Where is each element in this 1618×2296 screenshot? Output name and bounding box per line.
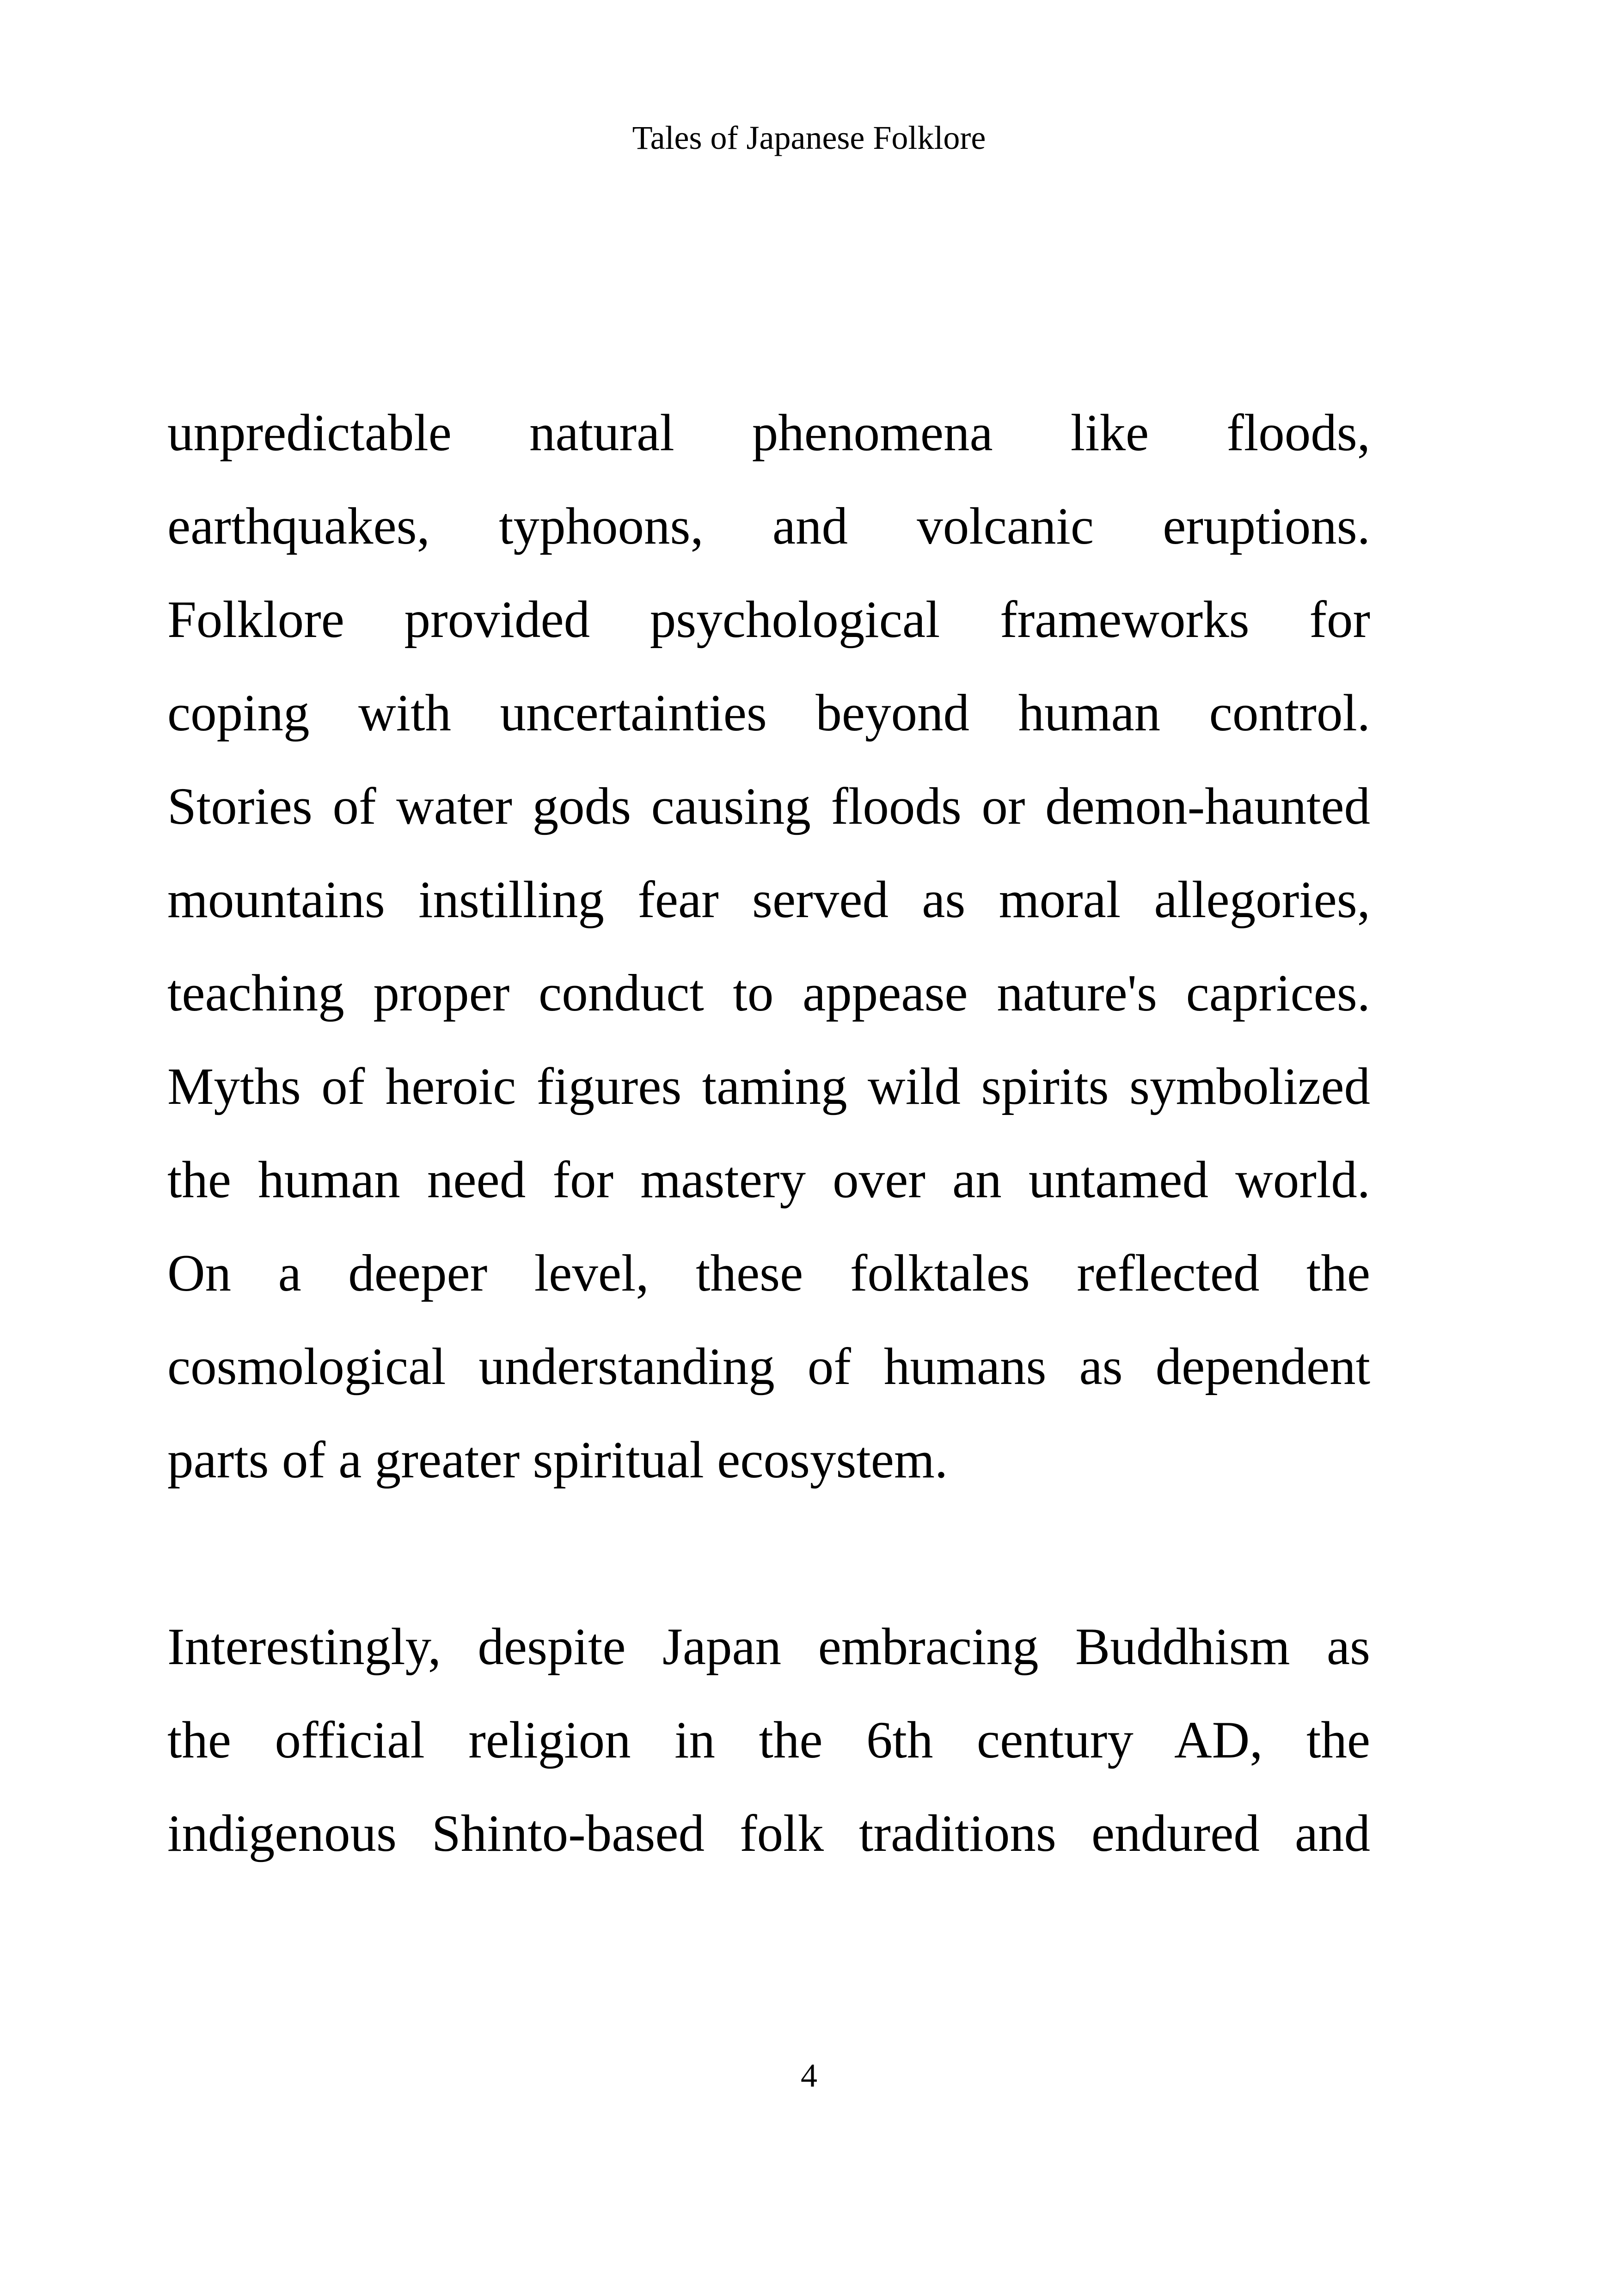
paragraph-line: mountains instilling fear served as moral allegories, <box>167 871 1370 929</box>
paragraph-line: Myths of heroic figures taming wild spirits symbolized <box>167 1058 1370 1115</box>
paragraph-1 <box>167 386 1370 1507</box>
paragraph-line: On a deeper level, these folktales reflected the <box>167 1244 1370 1302</box>
paragraph-line: parts of a greater spiritual ecosystem. <box>167 1431 948 1489</box>
paragraph-line: the official religion in the 6th century AD, the <box>167 1711 1370 1769</box>
paragraph-line: Folklore provided psychological frameworks for <box>167 591 1370 649</box>
paragraph-line: earthquakes, typhoons, and volcanic eruptions. <box>167 497 1370 555</box>
paragraph-line: cosmological understanding of humans as dependent <box>167 1338 1370 1396</box>
paragraph-2 <box>167 1600 1370 1880</box>
paragraph-line: Stories of water gods causing floods or demon-haunted <box>167 778 1370 835</box>
paragraph-line: unpredictable natural phenomena like floods, <box>167 404 1370 462</box>
paragraph-line: the human need for mastery over an untamed world. <box>167 1151 1370 1209</box>
paragraph-line: coping with uncertainties beyond human control. <box>167 684 1370 742</box>
paragraph-line: teaching proper conduct to appease nature's caprices. <box>167 964 1370 1022</box>
paragraph-line: indigenous Shinto-based folk traditions endured and <box>167 1805 1370 1862</box>
paragraph-line: Interestingly, despite Japan embracing Buddhism as <box>167 1618 1370 1676</box>
running-header-title: Tales of Japanese Folklore <box>632 119 986 156</box>
page-number: 4 <box>801 2057 817 2094</box>
